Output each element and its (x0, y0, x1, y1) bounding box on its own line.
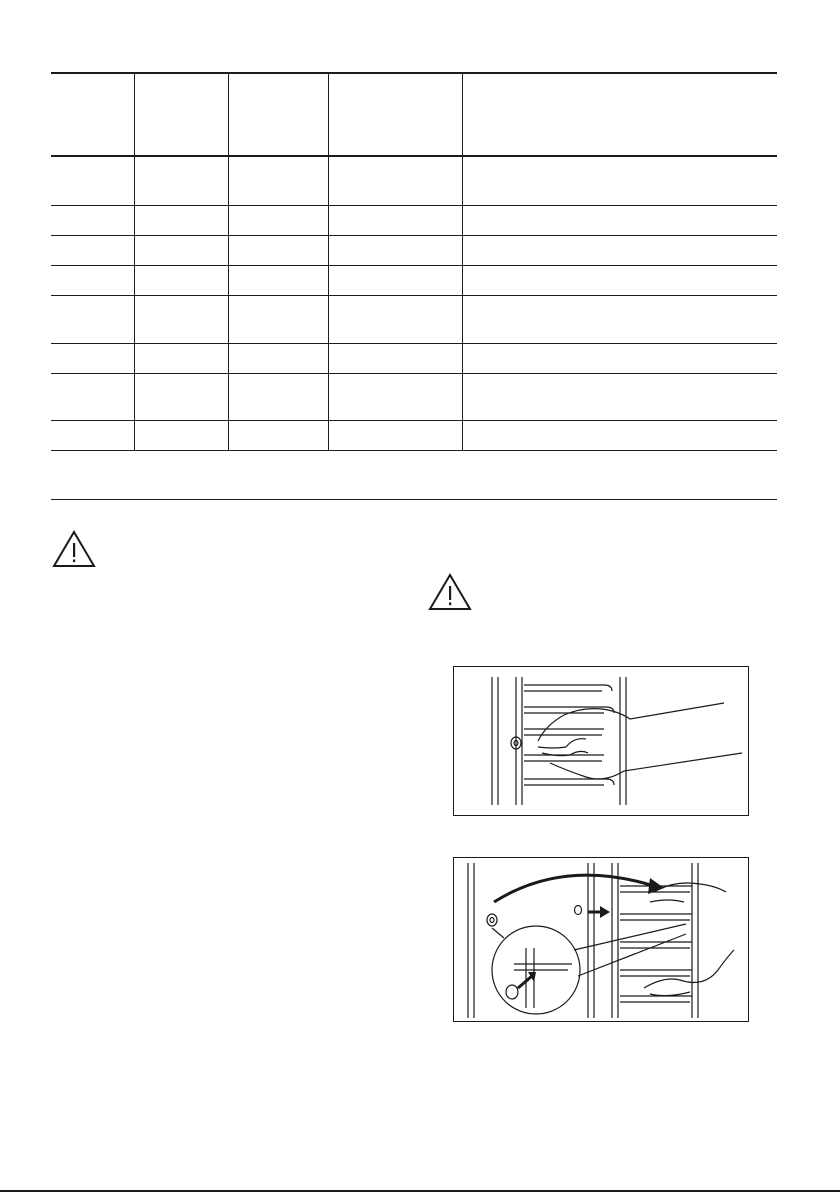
table-row-rule (51, 265, 777, 266)
table-row-rule (51, 420, 777, 421)
table-column-divider (228, 72, 229, 451)
table-row-rule (51, 205, 777, 206)
table-row-rule (51, 343, 777, 344)
table-column-divider (328, 72, 329, 451)
illustration-reposition-shelf-support (453, 857, 749, 1022)
table-column-divider (134, 72, 135, 451)
warning-triangle-icon (428, 573, 472, 611)
table-header-rule (51, 155, 777, 157)
table-top-rule (51, 72, 777, 74)
table-bottom-rule (51, 450, 777, 451)
table-row-rule (51, 295, 777, 296)
section-divider (51, 499, 777, 500)
warning-triangle-icon (52, 530, 96, 568)
table-row-rule (51, 235, 777, 236)
illustration-remove-shelf-support (453, 666, 749, 816)
table-column-divider (462, 72, 463, 451)
table-row-rule (51, 373, 777, 374)
